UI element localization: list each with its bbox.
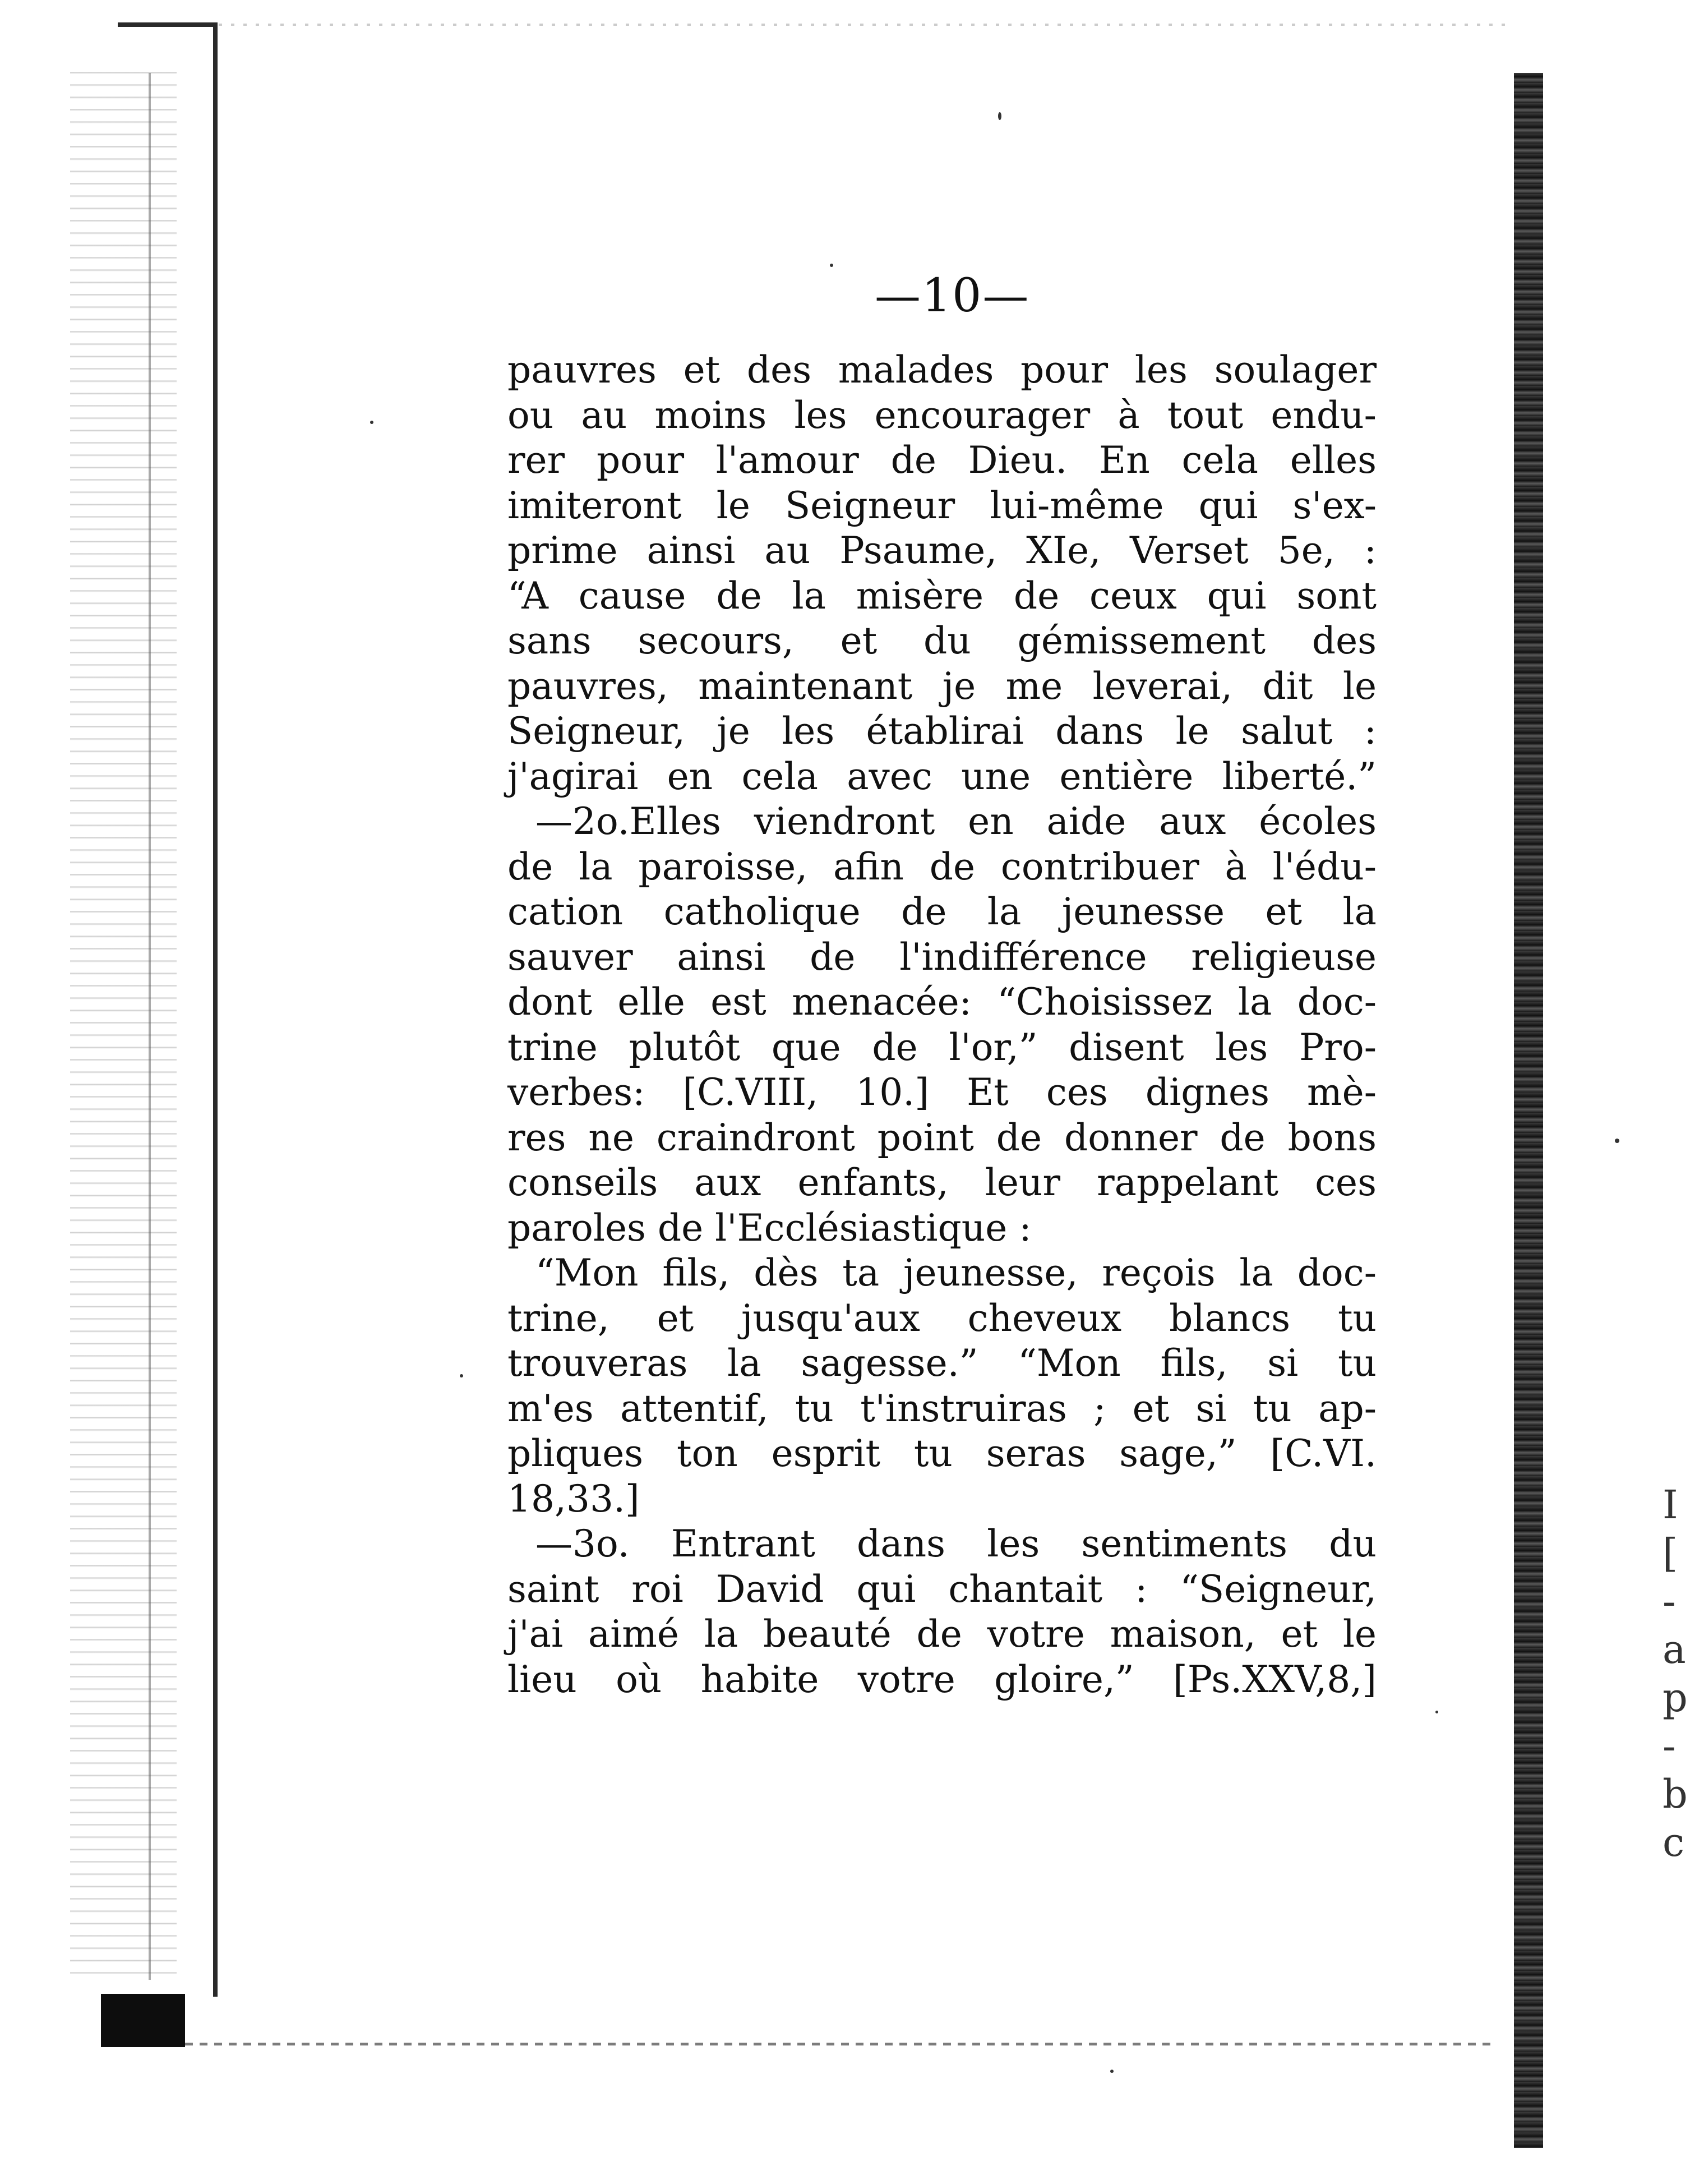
text-line: trouveras la sagesse.” “Mon fils, si tu — [507, 1342, 1377, 1385]
scan-speck — [370, 421, 373, 424]
bleed-char: I — [1663, 1482, 1678, 1528]
text-line: Seigneur, je les établirai dans le salut : — [507, 709, 1377, 753]
text-line: trine plutôt que de l'or,” disent les Pro- — [507, 1025, 1377, 1069]
text-line: 18,33.] — [507, 1477, 640, 1520]
scan-speck — [460, 1374, 463, 1377]
bleed-char: b — [1663, 1771, 1688, 1817]
text-line: dont elle est menacée: “Choisissez la doc- — [507, 980, 1377, 1024]
scan-bottom-edge — [185, 2043, 1497, 2045]
scan-speck — [830, 264, 833, 267]
text-line: —3o. Entrant dans les sentiments du — [535, 1522, 1377, 1565]
text-line: sauver ainsi de l'indifférence religieuse — [507, 935, 1377, 979]
bleed-char: a — [1663, 1627, 1686, 1672]
page-number: —10— — [875, 269, 1030, 322]
text-line: lieu où habite votre gloire,” [Ps.XXV,8,] — [507, 1657, 1377, 1701]
text-line: rer pour l'amour de Dieu. En cela elles — [507, 439, 1377, 482]
scan-left-binding-line — [149, 73, 151, 1980]
text-line: “A cause de la misère de ceux qui sont — [507, 574, 1377, 618]
text-line: m'es attentif, tu t'instruiras ; et si tu ap- — [507, 1386, 1377, 1430]
scan-left-rule — [213, 22, 218, 1997]
scan-speck — [1110, 2070, 1114, 2073]
scan-speck — [1435, 1711, 1438, 1713]
text-line: pauvres, maintenant je me leverai, dit le — [507, 664, 1377, 708]
scan-bottom-block — [101, 1994, 185, 2047]
bleed-char: c — [1663, 1819, 1685, 1865]
scan-left-binding — [70, 62, 177, 1980]
text-line: trine, et jusqu'aux cheveux blancs tu — [507, 1296, 1377, 1340]
scan-corner-rule — [118, 22, 218, 27]
text-line: cation catholique de la jeunesse et la — [507, 890, 1377, 933]
text-line: paroles de l'Ecclésiastique : — [507, 1206, 1032, 1250]
bleed-char: - — [1663, 1723, 1676, 1769]
text-line: prime ainsi au Psaume, XIe, Verset 5e, : — [507, 529, 1377, 572]
text-line: “Mon fils, dès ta jeunesse, reçois la doc- — [535, 1251, 1377, 1294]
text-line: pliques ton esprit tu seras sage,” [C.VI. — [507, 1432, 1377, 1475]
text-line: de la paroisse, afin de contribuer à l'édu- — [507, 845, 1377, 888]
text-line: verbes: [C.VIII, 10.] Et ces dignes mè- — [507, 1071, 1377, 1114]
text-line: j'ai aimé la beauté de votre maison, et le — [507, 1612, 1377, 1656]
text-line: pauvres et des malades pour les soulager — [507, 348, 1377, 391]
text-line: j'agirai en cela avec une entière liberté.” — [507, 754, 1377, 798]
text-line: conseils aux enfants, leur rappelant ces — [507, 1161, 1377, 1204]
next-page-bleed — [1663, 1481, 1696, 1867]
bleed-char: - — [1663, 1578, 1676, 1624]
text-line: imiteront le Seigneur lui-même qui s'ex- — [507, 483, 1377, 527]
bleed-char: p — [1663, 1675, 1688, 1721]
scan-speck — [1615, 1139, 1619, 1143]
text-line: saint roi David qui chantait : “Seigneur, — [507, 1567, 1377, 1611]
bleed-char: [ — [1663, 1530, 1678, 1576]
text-line: res ne craindront point de donner de bons — [507, 1116, 1377, 1159]
scan-speck — [998, 112, 1001, 120]
scan-top-edge — [219, 24, 1508, 26]
text-line: ou au moins les encourager à tout endu- — [507, 393, 1377, 437]
scan-right-spine — [1514, 73, 1543, 2148]
body-text — [507, 348, 1377, 1702]
text-line: —2o.Elles viendront en aide aux écoles — [535, 800, 1377, 843]
text-line: sans secours, et du gémissement des — [507, 619, 1377, 662]
